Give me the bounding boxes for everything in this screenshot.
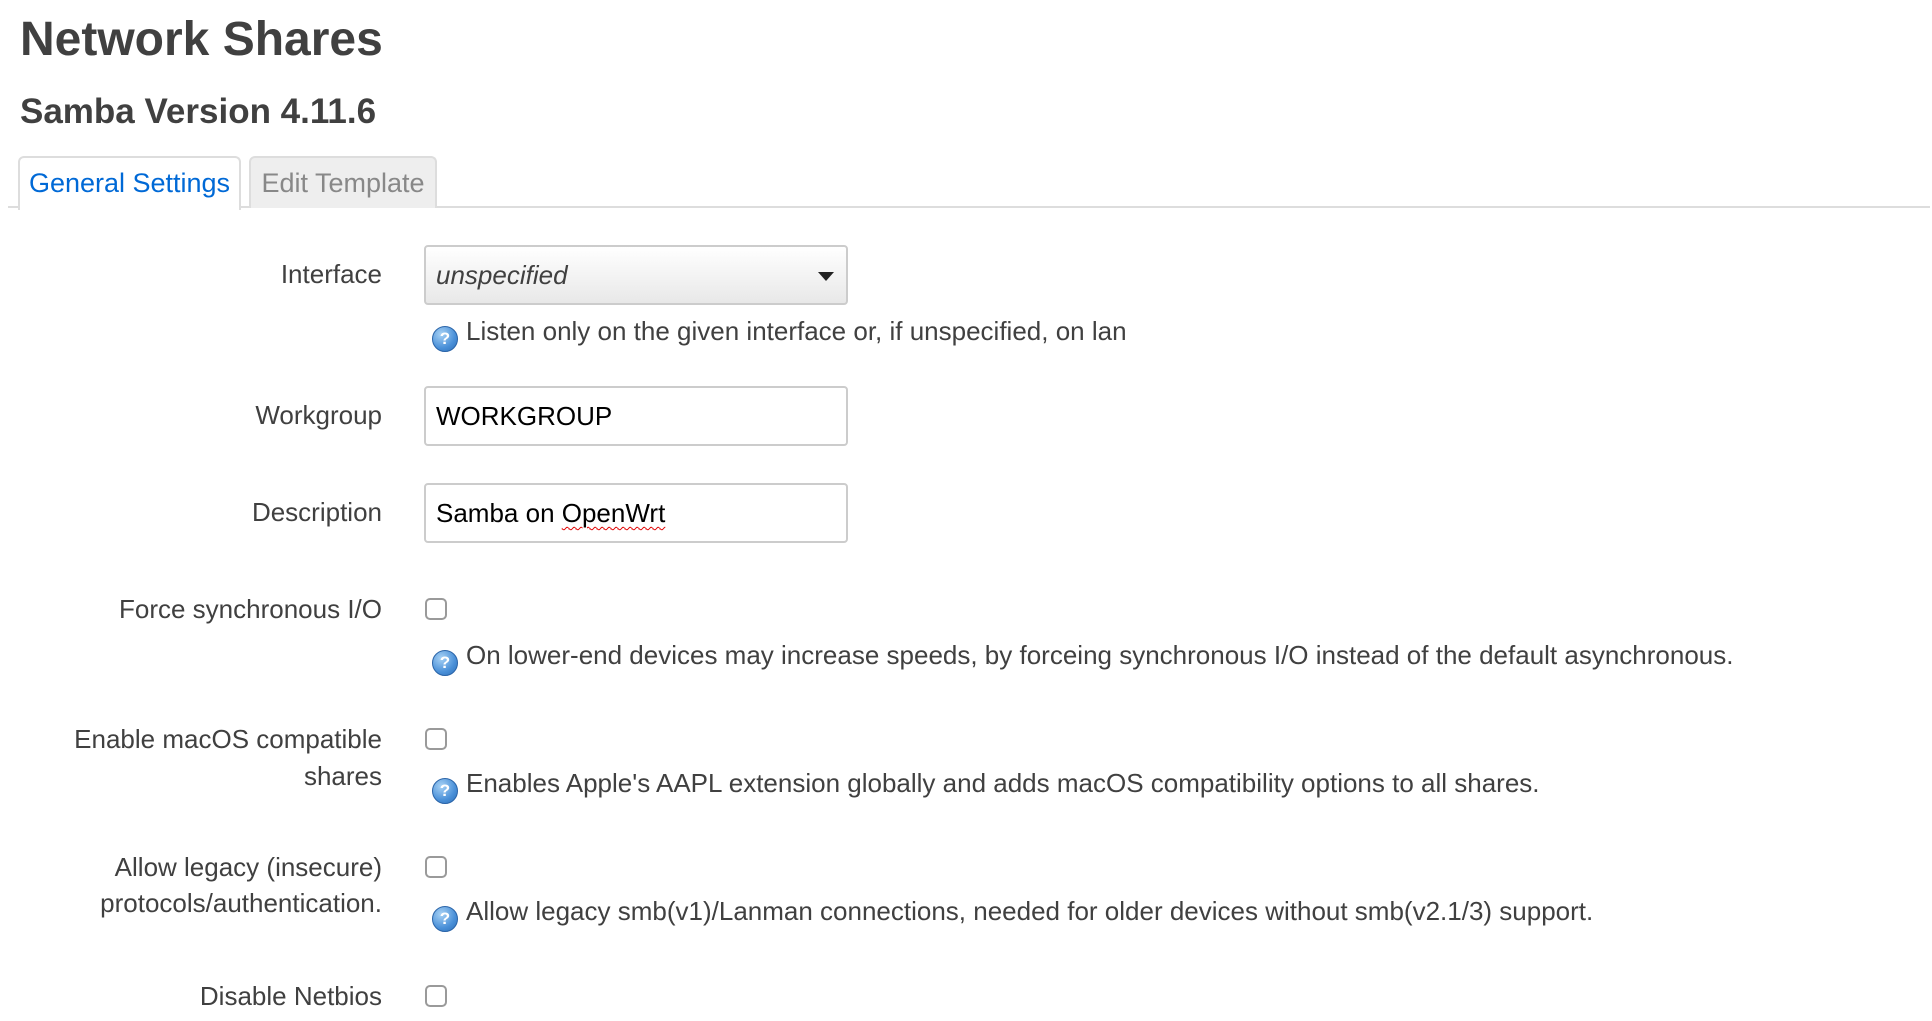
caret-down-icon <box>818 272 834 281</box>
help-icon: ? <box>432 326 458 352</box>
help-icon: ? <box>432 906 458 932</box>
macos-shares-checkbox[interactable] <box>425 728 447 750</box>
legacy-protocols-help <box>432 892 1593 930</box>
macos-shares-help-text: Enables Apple's AAPL extension globally and adds macOS compatibility options to all shares. <box>466 768 1540 798</box>
description-value-prefix: Samba on <box>436 498 562 528</box>
description-label: Description <box>251 497 382 527</box>
macos-shares-help <box>432 764 1540 802</box>
help-icon: ? <box>432 778 458 804</box>
force-sync-io-checkbox[interactable] <box>425 598 447 620</box>
workgroup-input-value: WORKGROUP <box>436 401 613 431</box>
tab-edit-template[interactable]: Edit Template <box>249 156 437 208</box>
interface-label: Interface <box>280 259 382 289</box>
description-input[interactable] <box>424 483 848 543</box>
macos-shares-label-line2: shares <box>303 761 382 791</box>
description-value-misspelled: OpenWrt <box>561 498 666 528</box>
workgroup-input[interactable] <box>424 386 848 446</box>
workgroup-label: Workgroup <box>255 400 382 430</box>
legacy-protocols-help-text: Allow legacy smb(v1)/Lanman connections, needed for older devices without smb(v2.1/3) support. <box>466 896 1594 926</box>
force-sync-io-help <box>432 636 1733 674</box>
page-title: Network Shares <box>20 13 383 66</box>
macos-shares-label-line1: Enable macOS compatible <box>74 724 382 754</box>
interface-select-value: unspecified <box>436 260 568 290</box>
legacy-protocols-label-line1: Allow legacy (insecure) <box>114 852 382 882</box>
disable-netbios-label: Disable Netbios <box>199 981 382 1011</box>
force-sync-io-label: Force synchronous I/O <box>119 594 382 624</box>
tab-general-settings[interactable]: General Settings <box>18 156 241 210</box>
legacy-protocols-label-line2: protocols/authentication. <box>100 888 382 918</box>
interface-help <box>432 312 1127 350</box>
interface-help-text: Listen only on the given interface or, if unspecified, on lan <box>466 316 1127 346</box>
samba-version-heading: Samba Version 4.11.6 <box>20 92 377 131</box>
interface-select[interactable] <box>424 245 848 305</box>
legacy-protocols-checkbox[interactable] <box>425 856 447 878</box>
help-icon: ? <box>432 650 458 676</box>
disable-netbios-checkbox[interactable] <box>425 985 447 1007</box>
force-sync-io-help-text: On lower-end devices may increase speeds, by forceing synchronous I/O instead of the default asynchronous. <box>466 640 1734 670</box>
